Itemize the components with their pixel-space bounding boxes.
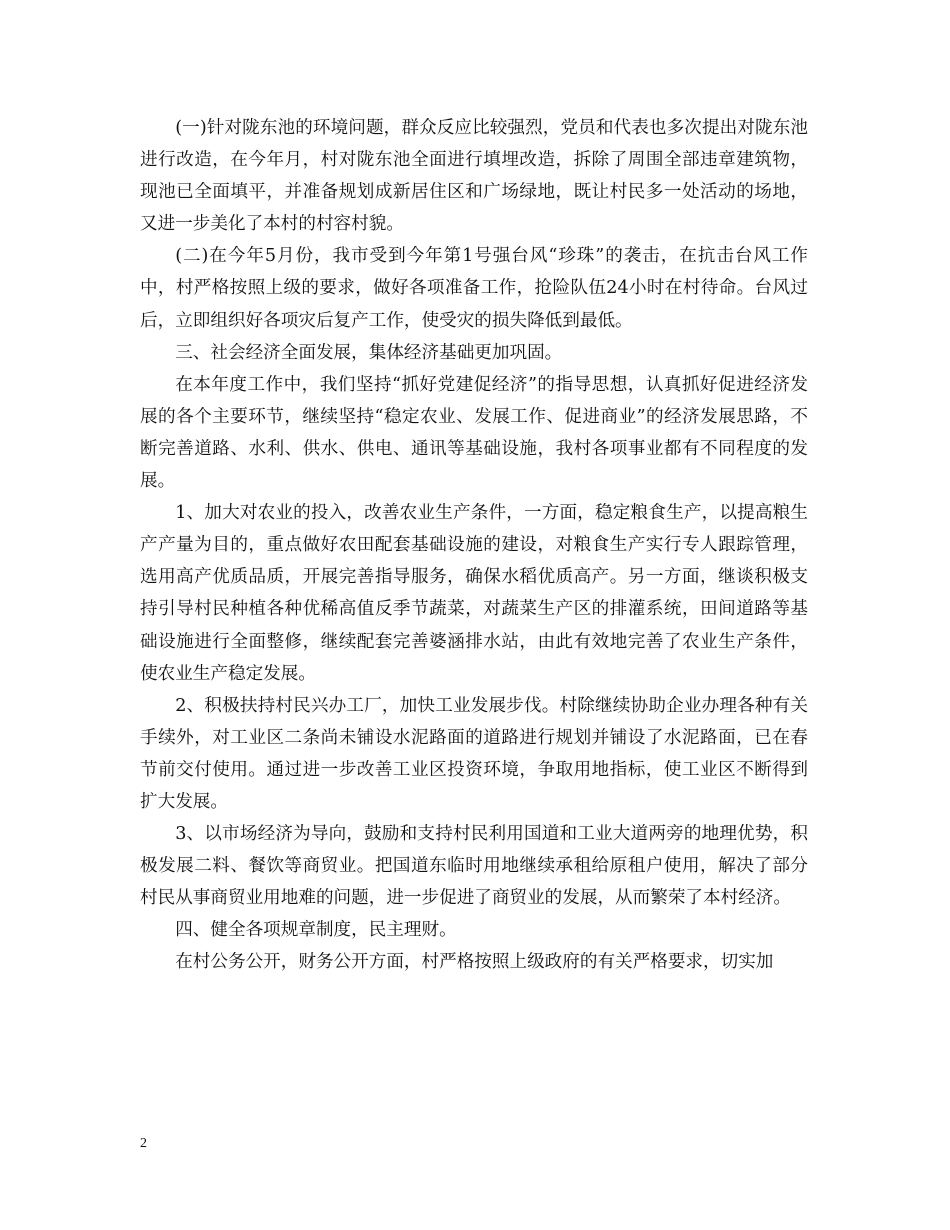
paragraph-commerce: 3、以市场经济为导向，鼓励和支持村民利用国道和工业大道两旁的地理优势，积极发展二料、餐饮等商贸业。把国道东临时用地继续承租给原租户使用，解决了部分村民从事商贸业用地难的问题，进一步促进了商贸业的发展，从而繁荣了本村经济。 [140, 824, 808, 909]
paragraph-economy-overview: 在本年度工作中，我们坚持“抓好党建促经济”的指导思想，认真抓好促进经济发展的各个主要环节，继续坚持“稳定农业、发展工作、促进商业”的经济发展思路，不断完善道路、水利、供水、供电、通讯等基础设施，我村各项事业都有不同程度的发展。 [140, 374, 808, 492]
paragraph-typhoon: (二)在今年5月份，我市受到今年第1号强台风“珍珠”的袭击，在抗击台风工作中，村严格按照上级的要求，做好各项准备工作，抢险队伍24小时在村待命。台风过后，立即组织好各项灾后复产工作，使受灾的损失降低到最低。 [140, 246, 808, 331]
paragraph-agriculture: 1、加大对农业的投入，改善农业生产条件，一方面，稳定粮食生产，以提高粮生产产量为目的，重点做好农田配套基础设施的建设，对粮食生产实行专人跟踪管理，选用高产优质品质，开展完善指导服务，确保水稻优质高产。另一方面，继谈积极支持引导村民种植各种优稀高值反季节蔬菜，对蔬菜生产区的排灌系统，田间道路等基础设施进行全面整修，继续配套完善婆涵排水站，由此有效地完善了农业生产条件，使农业生产稳定发展。 [140, 503, 808, 684]
paragraph-disclosure: 在村公务公开，财务公开方面，村严格按照上级政府的有关严格要求，切实加 [175, 952, 774, 973]
document-body [140, 112, 808, 979]
paragraph-industry: 2、积极扶持村民兴办工厂，加快工业发展步伐。村除继续协助企业办理各种有关手续外，对工业区二条尚未铺设水泥路面的道路进行规划并铺设了水泥路面，已在春节前交付使用。通过进一步改善工业区投资环境，争取用地指标，使工业区不断得到扩大发展。 [140, 695, 808, 812]
page-number: 2 [140, 1136, 147, 1151]
heading-economy: 三、社会经济全面发展，集体经济基础更加巩固。 [175, 342, 563, 363]
paragraph-environment: (一)针对陇东池的环境问题，群众反应比较强烈，党员和代表也多次提出对陇东池进行改造，在今年月，村对陇东池全面进行填埋改造，拆除了周围全部违章建筑物，现池已全面填平，并准备规划成新居住区和广场绿地，既让村民多一处活动的场地，又进一步美化了本村的村容村貌。 [140, 118, 808, 235]
heading-regulations: 四、健全各项规章制度，民主理财。 [175, 920, 457, 941]
